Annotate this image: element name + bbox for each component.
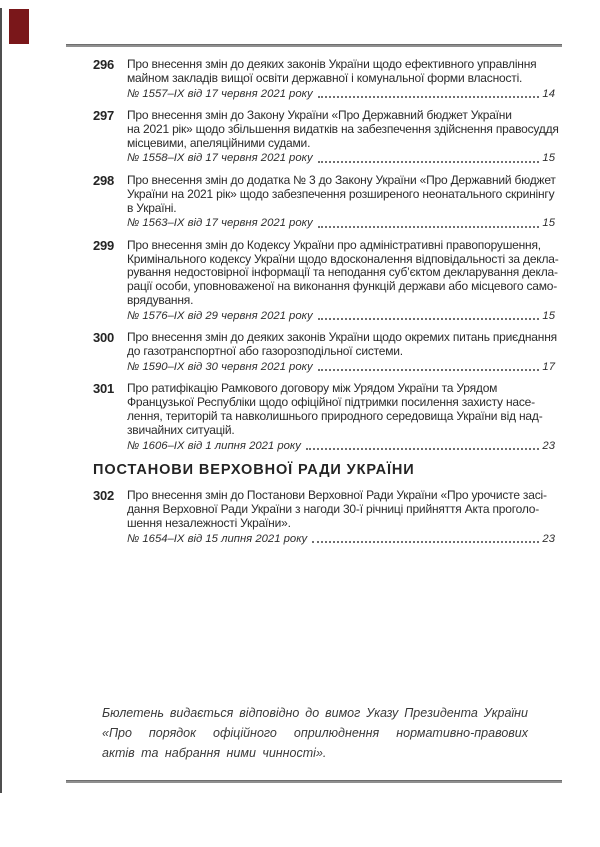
toc-entry xyxy=(93,58,555,100)
left-edge-rule xyxy=(0,8,2,793)
entry-title-line: Про внесення змін до Кодексу України про адміністративні правопорушення, xyxy=(127,237,541,252)
toc-entry xyxy=(93,237,559,322)
entry-body xyxy=(127,382,555,452)
entry-ref-row xyxy=(127,88,555,101)
entry-title-line: врядування. xyxy=(127,293,194,308)
bulletin-spine-tab xyxy=(9,9,29,44)
footer-note xyxy=(102,703,528,763)
footer-note-line: «Про порядок офіційного оприлюднення нормативно-правових xyxy=(102,726,528,740)
entry-title-line: в Україні. xyxy=(127,200,177,215)
entry-page-number: 17 xyxy=(542,360,555,373)
entry-page-number: 15 xyxy=(542,152,555,165)
toc-entry xyxy=(93,489,555,545)
entry-number: 298 xyxy=(93,172,115,188)
entry-body xyxy=(127,489,555,545)
entry-ref: № 1563–ІХ від 17 червня 2021 року xyxy=(127,217,313,230)
entry-body xyxy=(127,237,559,322)
dotted-leader xyxy=(318,161,540,163)
entry-ref-row xyxy=(127,152,555,165)
entry-body xyxy=(127,174,555,230)
entry-ref: № 1576–ІХ від 29 червня 2021 року xyxy=(127,309,313,322)
entry-title-line: Кримінального кодексу України щодо вдосконалення відповідальності за декла- xyxy=(127,251,559,266)
entry-body xyxy=(127,108,559,165)
dotted-leader xyxy=(318,318,540,320)
footer-note-line: актів та набрання ними чинності». xyxy=(102,746,327,760)
dotted-leader xyxy=(318,226,540,228)
entry-body xyxy=(127,331,555,373)
entry-title-line: України на 2021 рік» щодо забезпечення розширеного неонатального скринінгу xyxy=(127,186,555,201)
entry-title-line: Про ратифікацію Рамкового договору між Урядом України та Урядом xyxy=(127,381,498,396)
entry-ref-row xyxy=(127,533,555,546)
entry-ref: № 1654–ІХ від 15 липня 2021 року xyxy=(127,532,308,545)
entry-title-line: до газотранспортної або газорозподільної системи. xyxy=(127,344,403,359)
toc-entry xyxy=(93,174,555,230)
bottom-horizontal-rule xyxy=(66,780,562,783)
dotted-leader xyxy=(306,448,540,450)
toc-entry xyxy=(93,331,555,373)
entry-number: 302 xyxy=(93,488,115,504)
footer-note-line: Бюлетень видається відповідно до вимог Указу Президента України xyxy=(102,706,528,720)
entry-title-line: рування недостовірної інформації та неподання суб’єктом декларування декла- xyxy=(127,265,558,280)
toc-entry xyxy=(93,108,559,165)
top-horizontal-rule xyxy=(66,44,562,47)
entry-ref: № 1558–ІХ від 17 червня 2021 року xyxy=(127,152,313,165)
entry-ref: № 1590–ІХ від 30 червня 2021 року xyxy=(127,360,313,373)
entry-title-line: рації особи, уповноваженої на виконання функцій держави або місцевого само- xyxy=(127,279,558,294)
entry-page-number: 14 xyxy=(542,87,555,100)
toc-entry xyxy=(93,382,555,452)
entry-number: 297 xyxy=(93,108,115,124)
entry-title-line: шення незалежності України». xyxy=(127,515,291,530)
entry-title-line: Про внесення змін до деяких законів України щодо ефективного управління xyxy=(127,57,537,71)
entry-ref-row xyxy=(127,217,555,230)
entry-ref-row xyxy=(127,310,555,323)
entry-page-number: 15 xyxy=(542,309,555,322)
entry-body xyxy=(127,58,555,100)
dotted-leader xyxy=(318,96,540,98)
toc xyxy=(93,57,559,554)
section-heading: ПОСТАНОВИ ВЕРХОВНОЇ РАДИ УКРАЇНИ xyxy=(93,462,415,479)
entry-title-line: дання Верховної Ради України з нагоди 30-ї річниці прийняття Акта проголо- xyxy=(127,501,540,516)
entry-ref-row xyxy=(127,440,555,453)
entry-title-line: Про внесення змін до Закону України «Про Державний бюджет України xyxy=(127,108,512,123)
entry-title-line: Французької Республіки щодо офіційної підтримки посилення захисту насе- xyxy=(127,395,535,410)
entry-ref-row xyxy=(127,361,555,374)
entry-number: 301 xyxy=(93,381,115,397)
entry-title-line: на 2021 рік» щодо збільшення видатків на забезпечення здійснення правосуддя xyxy=(127,121,559,136)
entry-ref: № 1606–ІХ від 1 липня 2021 року xyxy=(127,439,301,452)
entry-title-line: місцевими, апеляційними судами. xyxy=(127,135,311,150)
entry-title-line: Про внесення змін до Постанови Верховної Ради України «Про урочисте засі- xyxy=(127,488,547,503)
entry-page-number: 15 xyxy=(542,217,555,230)
entry-page-number: 23 xyxy=(542,439,555,452)
entry-ref: № 1557–ІХ від 17 червня 2021 року xyxy=(127,87,313,100)
entry-title-line: Про внесення змін до деяких законів України щодо окремих питань приєднання xyxy=(127,330,557,345)
entry-page-number: 23 xyxy=(542,532,555,545)
entry-number: 296 xyxy=(93,57,115,72)
entry-title-line: звичайних ситуацій. xyxy=(127,422,235,437)
entry-title-line: Про внесення змін до додатка № 3 до Закону України «Про Державний бюджет xyxy=(127,172,556,187)
entry-title-line: лення, територій та навколишнього природного середовища України від над- xyxy=(127,409,543,424)
entry-title-line: майном закладів вищої освіти державної і комунальної форми власності. xyxy=(127,70,523,85)
dotted-leader xyxy=(312,541,539,543)
dotted-leader xyxy=(318,369,540,371)
entry-number: 299 xyxy=(93,237,115,253)
entry-number: 300 xyxy=(93,330,115,346)
